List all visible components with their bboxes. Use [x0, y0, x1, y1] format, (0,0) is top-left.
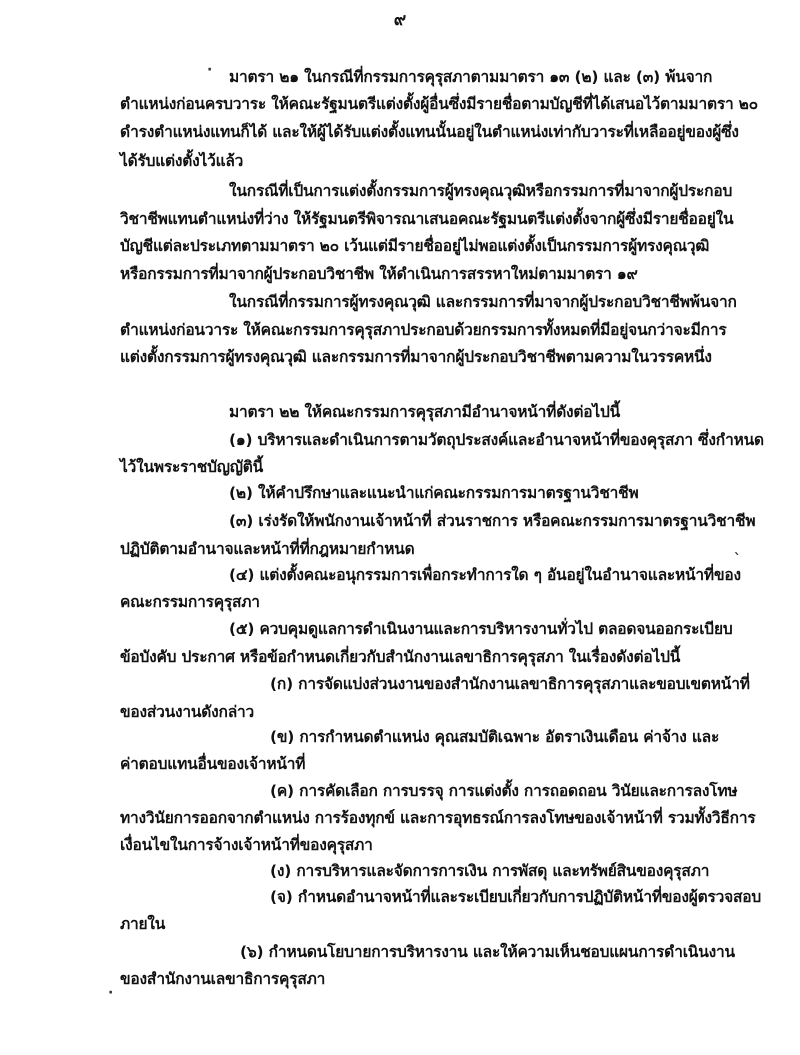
item-4-line: คณะกรรมการคุรุสภา	[120, 593, 260, 611]
item-5-line: ข้อบังคับ ประกาศ หรือข้อกำหนดเกี่ยวกับสำนักงานเลขาธิการคุรุสภา ในเรื่องดังต่อไปนี้	[120, 648, 681, 666]
section-21-paragraph-2-line: ในกรณีที่เป็นการแต่งตั้งกรรมการผู้ทรงคุณวุฒิหรือกรรมการที่มาจากผู้ประกอบ	[229, 182, 733, 200]
item-5c-line: ทางวินัยการออกจากตำแหน่ง การร้องทุกข์ และการอุทธรณ์การลงโทษของเจ้าหน้าที่ รวมทั้งวิธีการ	[120, 809, 756, 827]
item-5a-line: ของส่วนงานดังกล่าว	[120, 703, 255, 721]
scan-speck: ·	[108, 985, 114, 1001]
section-21-paragraph-2-line: หรือกรรมการที่มาจากผู้ประกอบวิชาชีพ ให้ดำเนินการสรรหาใหม่ตามมาตรา ๑๙	[120, 265, 638, 283]
section-21-paragraph-2-line: วิชาชีพแทนตำแหน่งที่ว่าง ให้รัฐมนตรีพิจารณาเสนอคณะรัฐมนตรีแต่งตั้งจากผู้ซึ่งมีรายชื่ออยู่ใน	[120, 210, 734, 228]
item-5e-line: (จ) กำหนดอำนาจหน้าที่และระเบียบเกี่ยวกับการปฏิบัติหน้าที่ของผู้ตรวจสอบ	[270, 888, 761, 906]
item-6-line: (๖) กำหนดนโยบายการบริหารงาน และให้ความเห็นชอบแผนการดำเนินงาน	[240, 943, 735, 961]
scan-speck: ·	[207, 62, 213, 78]
item-1-line: ไว้ในพระราชบัญญัตินี้	[120, 458, 263, 476]
item-5d-line: (ง) การบริหารและจัดการการเงิน การพัสดุ และทรัพย์สินของคุรุสภา	[270, 862, 710, 880]
page-number: ๙	[393, 10, 407, 30]
section-21-paragraph-3-line: ตำแหน่งก่อนวาระ ให้คณะกรรมการคุรุสภาประกอบด้วยกรรมการทั้งหมดที่มีอยู่จนกว่าจะมีการ	[120, 321, 727, 339]
section-22-heading: มาตรา ๒๒ ให้คณะกรรมการคุรุสภามีอำนาจหน้าที่ดังต่อไปนี้	[229, 403, 621, 421]
section-21-paragraph-line: มาตรา ๒๑ ในกรณีที่กรรมการคุรุสภาตามมาตรา ๑๓ (๒) และ (๓) พ้นจาก	[229, 68, 713, 86]
section-21-paragraph-line: ตำแหน่งก่อนครบวาระ ให้คณะรัฐมนตรีแต่งตั้งผู้อื่นซึ่งมีรายชื่อตามบัญชีที่ได้เสนอไว้ตามมาตรา ๒๐	[120, 95, 758, 113]
item-5c-line: (ค) การคัดเลือก การบรรจุ การแต่งตั้ง การถอดถอน วินัยและการลงโทษ	[270, 782, 738, 800]
section-21-paragraph-3-line: แต่งตั้งกรรมการผู้ทรงคุณวุฒิ และกรรมการที่มาจากผู้ประกอบวิชาชีพตามความในวรรคหนึ่ง	[120, 348, 712, 366]
item-3-line: ปฏิบัติตามอำนาจและหน้าที่ที่กฎหมายกำหนด	[120, 540, 415, 558]
item-5e-line: ภายใน	[120, 915, 166, 933]
section-21-paragraph-3-line: ในกรณีที่กรรมการผู้ทรงคุณวุฒิ และกรรมการที่มาจากผู้ประกอบวิชาชีพพ้นจาก	[229, 293, 737, 311]
item-5-line: (๕) ควบคุมดูแลการดำเนินงานและการบริหารงานทั่วไป ตลอดจนออกระเบียบ	[229, 620, 733, 638]
section-21-paragraph-line: ดำรงตำแหน่งแทนก็ได้ และให้ผู้ได้รับแต่งตั้งแทนนั้นอยู่ในตำแหน่งเท่ากับวาระที่เหลืออยู่ของผู้ซึ่ง	[120, 123, 739, 141]
item-1-line: (๑) บริหารและดำเนินการตามวัตถุประสงค์และอำนาจหน้าที่ของคุรุสภา ซึ่งกำหนด	[229, 431, 764, 449]
item-2-line: (๒) ให้คำปรึกษาและแนะนำแก่คณะกรรมการมาตรฐานวิชาชีพ	[229, 484, 639, 502]
item-5a-line: (ก) การจัดแบ่งส่วนงานของสำนักงานเลขาธิการคุรุสภาและขอบเขตหน้าที่	[270, 675, 750, 693]
section-21-paragraph-line: ได้รับแต่งตั้งไว้แล้ว	[120, 152, 244, 170]
item-3-line: (๓) เร่งรัดให้พนักงานเจ้าหน้าที่ ส่วนราชการ หรือคณะกรรมการมาตรฐานวิชาชีพ	[229, 512, 756, 530]
item-5b-line: ค่าตอบแทนอื่นของเจ้าหน้าที่	[120, 755, 306, 773]
scan-speck: `	[734, 552, 741, 568]
item-5c-line: เงื่อนไขในการจ้างเจ้าหน้าที่ของคุรุสภา	[120, 836, 373, 854]
section-21-paragraph-2-line: บัญชีแต่ละประเภทตามมาตรา ๒๐ เว้นแต่มีรายชื่ออยู่ไม่พอแต่งตั้งเป็นกรรมการผู้ทรงคุณวุฒิ	[120, 237, 710, 255]
item-5b-line: (ข) การกำหนดตำแหน่ง คุณสมบัติเฉพาะ อัตราเงินเดือน ค่าจ้าง และ	[270, 728, 720, 746]
item-6-line: ของสำนักงานเลขาธิการคุรุสภา	[120, 970, 326, 988]
item-4-line: (๔) แต่งตั้งคณะอนุกรรมการเพื่อกระทำการใด ๆ อันอยู่ในอำนาจและหน้าที่ของ	[229, 566, 741, 584]
